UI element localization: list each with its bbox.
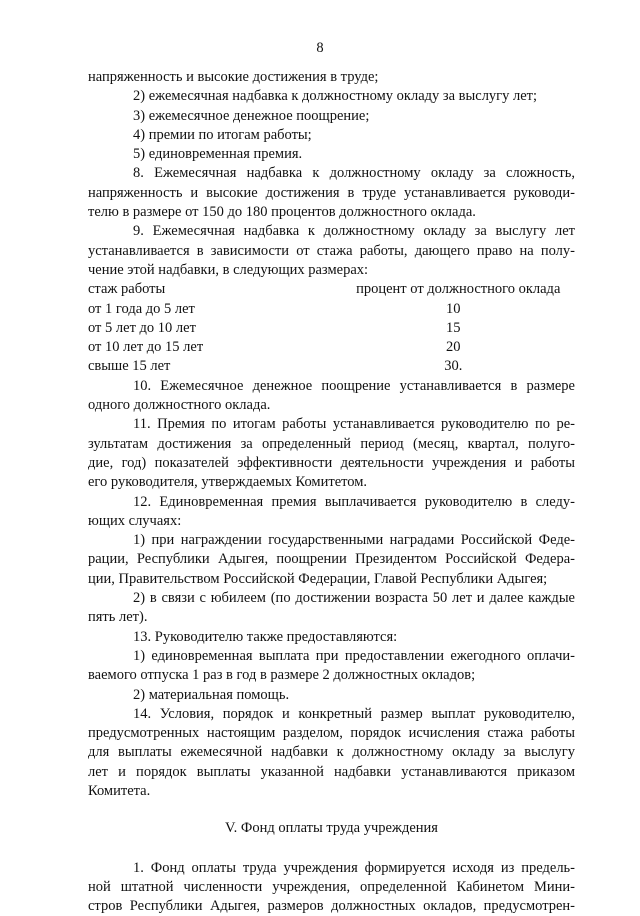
paragraph-11-line: зультатам достижения за определенный период (месяц, квартал, полуго- [88,435,575,452]
text-line: напряженность и высокие достижения в труде; [88,69,379,85]
paragraph-12-line: 2) в связи с юбилеем (по достижении возраста 50 лет и далее каждые [133,590,575,607]
section-paragraph-line: стров Республики Адыгея, размеров должностных окладов, предусмотрен- [88,898,575,915]
table-cell-percent: 30. [444,358,463,375]
table-cell-period: от 5 лет до 10 лет [88,319,196,336]
paragraph-10-line: 10. Ежемесячное денежное поощрение устанавливается в размере [133,377,575,394]
section-paragraph-line: 1. Фонд оплаты труда учреждения формируется исходя из предель- [133,859,575,876]
table-header-percent: процент от должностного оклада [356,281,561,298]
page-number: 8 [316,40,324,56]
paragraph-9-line: чение этой надбавки, в следующих размерах: [88,261,369,278]
document-body [88,68,575,916]
list-item: 3) ежемесячное денежное поощрение; [133,107,370,124]
paragraph-11-line: 11. Премия по итогам работы устанавливается руководителю по ре- [133,416,575,433]
paragraph-13-line: 2) материальная помощь. [133,686,290,703]
paragraph-10-line: одного должностного оклада. [88,397,271,414]
paragraph-12-line: 1) при награждении государственными наградами Российской Феде- [133,532,575,549]
paragraph-13-line: ваемого отпуска 1 раз в год в размере 2 должностных окладов; [88,667,476,684]
section-paragraph-line: ной штатной численности учреждения, определенной Кабинетом Мини- [88,878,575,895]
paragraph-13-line: 1) единовременная выплата при предоставлении ежегодного оплачи- [133,647,575,664]
paragraph-14-line: для выплаты ежемесячной надбавки к должностному окладу за выслугу [88,744,575,761]
table-cell-percent: 20 [446,339,461,356]
paragraph-9-line: устанавливается в зависимости от стажа работы, дающего право на полу- [88,242,575,259]
table-cell-percent: 10 [446,300,461,317]
paragraph-8-line: 8. Ежемесячная надбавка к должностному окладу за сложность, [133,165,575,182]
list-item: 4) премии по итогам работы; [133,126,312,143]
paragraph-13-line: 13. Руководителю также предоставляются: [133,628,398,645]
paragraph-8-line: напряженность и высокие достижения в труде устанавливается руководи- [88,184,575,201]
paragraph-12-line: 12. Единовременная премия выплачивается руководителю в следу- [133,493,575,510]
paragraph-11-line: дие, год) показателей эффективности деятельности учреждения и работы [88,454,575,471]
section-heading: V. Фонд оплаты труда учреждения [225,820,438,837]
paragraph-12-line: ющих случаях: [88,512,182,529]
table-cell-period: от 1 года до 5 лет [88,300,195,317]
paragraph-12-line: рации, Республики Адыгея, поощрении Президентом Российской Федера- [88,551,575,568]
paragraph-12-line: пять лет). [88,609,148,626]
paragraph-11-line: его руководителя, утверждаемых Комитетом. [88,474,368,491]
table-header-period: стаж работы [88,281,166,298]
table-cell-period: свыше 15 лет [88,358,171,375]
list-item: 2) ежемесячная надбавка к должностному окладу за выслугу лет; [133,88,538,105]
table-cell-period: от 10 лет до 15 лет [88,339,204,356]
paragraph-14-line: предусмотренных настоящим разделом, порядок исчисления стажа работы [88,725,575,742]
seniority-table [88,280,575,376]
paragraph-14-line: 14. Условия, порядок и конкретный размер выплат руководителю, [133,705,575,722]
paragraph-12-line: ции, Правительством Российской Федерации, Главой Республики Адыгея; [88,570,548,587]
paragraph-14-line: Комитета. [88,782,151,799]
table-cell-percent: 15 [446,319,461,336]
list-item: 5) единовременная премия. [133,146,303,163]
paragraph-8-line: телю в размере от 150 до 180 процентов должностного оклада. [88,204,476,221]
paragraph-9-line: 9. Ежемесячная надбавка к должностному окладу за выслугу лет [133,223,575,240]
paragraph-14-line: лет и порядок выплаты указанной надбавки устанавливаются приказом [88,763,575,780]
